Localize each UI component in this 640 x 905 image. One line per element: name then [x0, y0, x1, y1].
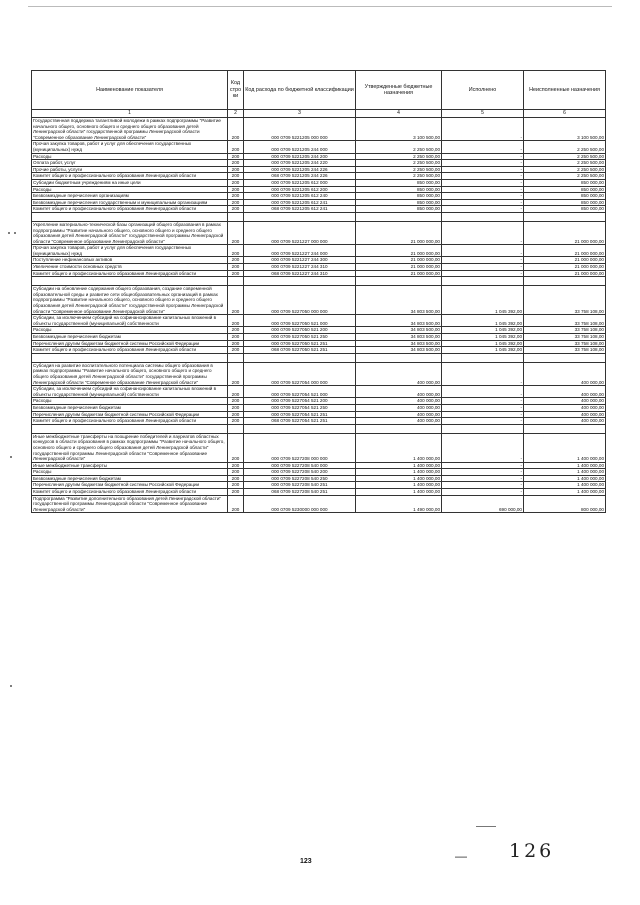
row-approved: 400 000,00 [356, 386, 442, 398]
row-line-code: 200 [228, 398, 244, 405]
row-name: Увеличение стоимости основных средств [32, 264, 228, 271]
row-approved: 850 000,00 [356, 193, 442, 200]
scan-dot [8, 232, 10, 234]
spacer-cell [228, 277, 244, 286]
row-executed: - [442, 153, 524, 160]
archive-stamp-number: 126 [509, 840, 555, 862]
row-approved: 850 000,00 [356, 186, 442, 193]
row-unexecuted: 21 000 000,00 [524, 257, 606, 264]
row-approved: 34 803 500,00 [356, 347, 442, 354]
table-row [32, 489, 606, 496]
column-number: 6 [524, 110, 606, 118]
row-line-code: 200 [228, 206, 244, 213]
row-name: Субсидии на обновление содержания общего образования, создание современной образовательной среды и развитие сети общеобразовательных организаций в рамках подпрограммы "Развитие начального общего, основного общего и среднего общего образования детей Ленинградской области" государственной программы Ленинградской области "Современное образование Ленинградской области" [32, 286, 228, 315]
table-row [32, 270, 606, 277]
table-row [32, 173, 606, 180]
page-number: 123 [300, 858, 312, 865]
column-number: 4 [356, 110, 442, 118]
row-unexecuted: 33 758 108,00 [524, 286, 606, 315]
row-executed: 1 045 392,00 [442, 327, 524, 334]
row-line-code: 200 [228, 327, 244, 334]
row-approved: 1 400 000,00 [356, 469, 442, 476]
row-approved: 21 000 000,00 [356, 245, 442, 257]
row-executed: - [442, 160, 524, 167]
row-budget-code: 000 0709 5221205 244 226 [244, 166, 356, 173]
row-name: Государственная поддержка талантливой молодежи в рамках подпрограммы "Развитие начального общего, основного общего и среднего общего образования детей Ленинградской области" государственной программы Ленинградской области "Современное образование Ленинградской области" [32, 118, 228, 141]
row-executed: - [442, 270, 524, 277]
row-unexecuted: 3 100 500,00 [524, 118, 606, 141]
header-budget-code: Код расхода по бюджетной классификации [244, 71, 356, 110]
row-name: Перечисления другим бюджетам бюджетной системы Российской Федерации [32, 411, 228, 418]
row-line-code: 200 [228, 340, 244, 347]
spacer-cell [32, 212, 228, 221]
row-budget-code: 000 0709 5221205 612 200 [244, 186, 356, 193]
row-line-code: 200 [228, 186, 244, 193]
row-unexecuted: 1 400 000,00 [524, 433, 606, 462]
row-unexecuted: 1 400 000,00 [524, 462, 606, 469]
spacer-cell [228, 424, 244, 433]
row-line-code: 200 [228, 153, 244, 160]
row-executed: - [442, 398, 524, 405]
row-line-code: 200 [228, 257, 244, 264]
row-line-code: 200 [228, 495, 244, 513]
row-approved: 21 000 000,00 [356, 264, 442, 271]
table-row [32, 404, 606, 411]
row-budget-code: 000 0709 5227054 521 250 [244, 404, 356, 411]
row-line-code: 200 [228, 386, 244, 398]
row-line-code: 200 [228, 418, 244, 425]
row-unexecuted: 1 400 000,00 [524, 475, 606, 482]
row-line-code: 200 [228, 475, 244, 482]
stamp-dash [476, 826, 496, 827]
row-line-code: 200 [228, 270, 244, 277]
row-name: Укрепление материально-технической базы организаций общего образования в рамках подпрограммы "Развитие начального общего, основного общего и среднего общего образования детей Ленинградской области" государственной программы Ленинградской области "Современное образование Ленинградской области" [32, 221, 228, 244]
row-approved: 1 400 000,00 [356, 482, 442, 489]
row-approved: 1 490 000,00 [356, 495, 442, 513]
spacer-row [32, 424, 606, 433]
row-executed: - [442, 118, 524, 141]
row-unexecuted: 400 000,00 [524, 418, 606, 425]
row-name: Безвозмездные перечисления государственным и муниципальным организациям [32, 199, 228, 206]
row-unexecuted: 2 250 500,00 [524, 153, 606, 160]
spacer-cell [442, 353, 524, 362]
row-executed: - [442, 462, 524, 469]
row-executed: - [442, 186, 524, 193]
row-budget-code: 000 0709 5230000 000 000 [244, 495, 356, 513]
row-executed: - [442, 418, 524, 425]
table-row [32, 315, 606, 327]
spacer-cell [356, 277, 442, 286]
table-row [32, 327, 606, 334]
spacer-cell [524, 353, 606, 362]
row-approved: 1 400 000,00 [356, 489, 442, 496]
row-line-code: 200 [228, 433, 244, 462]
row-line-code: 200 [228, 173, 244, 180]
row-name: Субсидия на развитие воспитательного потенциала системы общего образования в рамках подпрограммы "Развитие начального общего, основного общего и среднего общего образования детей Ленинградской области" государственной программы Ленинградской области "Современное образование Ленинградской области" [32, 362, 228, 385]
row-unexecuted: 800 000,00 [524, 495, 606, 513]
row-unexecuted: 33 758 108,00 [524, 340, 606, 347]
row-budget-code: 000 0709 5221227 244 310 [244, 264, 356, 271]
row-line-code: 200 [228, 179, 244, 186]
row-name: Поступление нефинансовых активов [32, 257, 228, 264]
spacer-cell [32, 277, 228, 286]
row-unexecuted: 400 000,00 [524, 404, 606, 411]
row-name: Комитет общего и профессионального образования Ленинградской области [32, 347, 228, 354]
row-executed: - [442, 264, 524, 271]
row-budget-code: 000 0709 5221227 244 300 [244, 257, 356, 264]
row-name: Иные межбюджетные трансферты [32, 462, 228, 469]
row-line-code: 200 [228, 404, 244, 411]
row-executed: - [442, 433, 524, 462]
table-row [32, 433, 606, 462]
scan-dot [10, 456, 12, 458]
row-executed: - [442, 173, 524, 180]
row-line-code: 200 [228, 347, 244, 354]
row-approved: 34 803 500,00 [356, 315, 442, 327]
scan-dot [14, 232, 16, 234]
table-row [32, 186, 606, 193]
column-number: 3 [244, 110, 356, 118]
row-name: Расходы [32, 398, 228, 405]
column-number: 2 [228, 110, 244, 118]
table-row [32, 245, 606, 257]
row-budget-code: 000 0709 5227050 521 251 [244, 340, 356, 347]
stamp-mark: — [455, 849, 467, 863]
row-name: Перечисления другим бюджетам бюджетной системы Российской Федерации [32, 340, 228, 347]
spacer-cell [356, 424, 442, 433]
table-row [32, 264, 606, 271]
row-unexecuted: 850 000,00 [524, 186, 606, 193]
row-unexecuted: 21 000 000,00 [524, 245, 606, 257]
spacer-row [32, 277, 606, 286]
row-budget-code: 000 0709 5221227 244 000 [244, 245, 356, 257]
spacer-row [32, 212, 606, 221]
row-unexecuted: 850 000,00 [524, 206, 606, 213]
table-row [32, 257, 606, 264]
row-unexecuted: 33 758 108,00 [524, 315, 606, 327]
row-name: Расходы [32, 153, 228, 160]
row-name: Комитет общего и профессионального образования Ленинградской области [32, 489, 228, 496]
row-name: Комитет общего и профессионального образования Ленинградской области [32, 173, 228, 180]
spacer-cell [244, 353, 356, 362]
table-row [32, 347, 606, 354]
spacer-cell [32, 424, 228, 433]
table-row [32, 469, 606, 476]
row-line-code: 200 [228, 199, 244, 206]
row-name: Прочие работы, услуги [32, 166, 228, 173]
row-budget-code: 000 0709 5227208 540 200 [244, 469, 356, 476]
row-budget-code: 000 0709 5221227 000 000 [244, 221, 356, 244]
row-unexecuted: 400 000,00 [524, 386, 606, 398]
row-line-code: 200 [228, 245, 244, 257]
table-row [32, 475, 606, 482]
row-budget-code: 000 0709 5221205 612 000 [244, 179, 356, 186]
row-line-code: 200 [228, 221, 244, 244]
table-row [32, 193, 606, 200]
table-row [32, 166, 606, 173]
row-executed: - [442, 141, 524, 153]
row-name: Подпрограмма "Развитие дополнительного образования детей Ленинградской области" государственной программы Ленинградской области "Современное образование Ленинградской области" [32, 495, 228, 513]
column-number-row [32, 110, 606, 118]
row-budget-code: 000 0709 5227054 000 000 [244, 362, 356, 385]
header-name: Наименование показателя [32, 71, 228, 110]
row-executed: - [442, 411, 524, 418]
row-executed: - [442, 166, 524, 173]
row-unexecuted: 2 250 500,00 [524, 160, 606, 167]
row-approved: 1 400 000,00 [356, 433, 442, 462]
table-row [32, 221, 606, 244]
budget-report-table [31, 70, 606, 513]
row-budget-code: 000 0709 5221205 612 241 [244, 199, 356, 206]
row-approved: 21 000 000,00 [356, 257, 442, 264]
row-budget-code: 068 0709 5227208 540 251 [244, 489, 356, 496]
row-approved: 1 400 000,00 [356, 462, 442, 469]
row-budget-code: 068 0709 5221205 612 241 [244, 206, 356, 213]
row-name: Расходы [32, 327, 228, 334]
row-line-code: 200 [228, 362, 244, 385]
row-executed: - [442, 362, 524, 385]
spacer-cell [524, 277, 606, 286]
header-executed: Исполнено [442, 71, 524, 110]
row-name: Комитет общего и профессионального образования Ленинградской области [32, 270, 228, 277]
table-row [32, 141, 606, 153]
spacer-cell [228, 353, 244, 362]
spacer-cell [442, 212, 524, 221]
row-approved: 850 000,00 [356, 179, 442, 186]
row-line-code: 200 [228, 160, 244, 167]
row-name: Субсидии, за исключением субсидий на софинансирование капитальных вложений в объекты государственной (муниципальной) собственности [32, 315, 228, 327]
row-line-code: 200 [228, 469, 244, 476]
row-unexecuted: 400 000,00 [524, 362, 606, 385]
spacer-cell [228, 212, 244, 221]
table-row [32, 398, 606, 405]
row-line-code: 200 [228, 193, 244, 200]
row-approved: 2 250 500,00 [356, 141, 442, 153]
row-approved: 850 000,00 [356, 199, 442, 206]
row-budget-code: 068 0709 5227050 521 251 [244, 347, 356, 354]
row-approved: 34 803 500,00 [356, 286, 442, 315]
column-number: 5 [442, 110, 524, 118]
row-line-code: 200 [228, 411, 244, 418]
row-line-code: 200 [228, 489, 244, 496]
row-line-code: 200 [228, 315, 244, 327]
row-approved: 2 250 500,00 [356, 173, 442, 180]
row-approved: 21 000 000,00 [356, 221, 442, 244]
row-unexecuted: 2 250 500,00 [524, 141, 606, 153]
row-unexecuted: 850 000,00 [524, 179, 606, 186]
row-unexecuted: 2 250 500,00 [524, 173, 606, 180]
row-budget-code: 000 0709 5221205 612 240 [244, 193, 356, 200]
row-unexecuted: 400 000,00 [524, 398, 606, 405]
row-line-code: 200 [228, 482, 244, 489]
row-unexecuted: 1 400 000,00 [524, 482, 606, 489]
row-line-code: 200 [228, 166, 244, 173]
spacer-cell [244, 424, 356, 433]
column-number: 1 [32, 110, 228, 118]
row-name: Безвозмездные перечисления бюджетам [32, 404, 228, 411]
table-row [32, 199, 606, 206]
row-unexecuted: 21 000 000,00 [524, 270, 606, 277]
row-approved: 850 000,00 [356, 206, 442, 213]
row-executed: - [442, 221, 524, 244]
row-budget-code: 068 0709 5221205 244 226 [244, 173, 356, 180]
row-approved: 2 250 500,00 [356, 166, 442, 173]
table-row [32, 153, 606, 160]
row-line-code: 200 [228, 462, 244, 469]
row-executed: 1 045 392,00 [442, 340, 524, 347]
row-approved: 1 400 000,00 [356, 475, 442, 482]
row-executed: 1 045 392,00 [442, 315, 524, 327]
row-budget-code: 000 0709 5221205 244 220 [244, 160, 356, 167]
table-row [32, 362, 606, 385]
scan-edge-line [28, 6, 612, 7]
row-approved: 400 000,00 [356, 362, 442, 385]
row-executed: - [442, 179, 524, 186]
row-executed: 1 045 392,00 [442, 334, 524, 341]
row-executed: 690 000,00 [442, 495, 524, 513]
row-unexecuted: 21 000 000,00 [524, 221, 606, 244]
row-budget-code: 000 0709 5227208 540 250 [244, 475, 356, 482]
row-executed: 1 045 392,00 [442, 286, 524, 315]
row-budget-code: 000 0709 5227208 000 000 [244, 433, 356, 462]
row-name: Комитет общего и профессионального образования Ленинградской области [32, 418, 228, 425]
spacer-cell [442, 424, 524, 433]
row-executed: - [442, 245, 524, 257]
spacer-cell [524, 424, 606, 433]
table-row [32, 462, 606, 469]
row-executed: - [442, 386, 524, 398]
row-executed: 1 045 392,00 [442, 347, 524, 354]
row-unexecuted: 850 000,00 [524, 199, 606, 206]
row-unexecuted: 850 000,00 [524, 193, 606, 200]
row-name: Прочая закупка товаров, работ и услуг для обеспечения государственных (муниципальных) нужд [32, 141, 228, 153]
table-row [32, 386, 606, 398]
table-row [32, 179, 606, 186]
table-row [32, 411, 606, 418]
row-approved: 400 000,00 [356, 411, 442, 418]
table-row [32, 206, 606, 213]
row-budget-code: 000 0709 5227050 521 200 [244, 327, 356, 334]
table-body [32, 118, 606, 513]
table-row [32, 160, 606, 167]
row-unexecuted: 33 758 108,00 [524, 347, 606, 354]
row-approved: 34 803 500,00 [356, 334, 442, 341]
row-budget-code: 000 0709 5227054 521 200 [244, 398, 356, 405]
row-name: Комитет общего и профессионального образования Ленинградской области [32, 206, 228, 213]
row-budget-code: 000 0709 5227054 521 251 [244, 411, 356, 418]
row-executed: - [442, 482, 524, 489]
row-approved: 400 000,00 [356, 398, 442, 405]
row-name: Иные межбюджетные трансферты на поощрение победителей и лауреатов областных конкурсов в области образования в рамках подпрограммы "Развитие начального общего, основного общего и среднего общего образования детей Ленинградской области" государственной программы Ленинградской области "Современное образование Ленинградской области" [32, 433, 228, 462]
row-executed: - [442, 199, 524, 206]
row-approved: 21 000 000,00 [356, 270, 442, 277]
table-header-row [32, 71, 606, 110]
spacer-cell [244, 277, 356, 286]
row-executed: - [442, 489, 524, 496]
header-approved: Утвержденные бюджетные назначения [356, 71, 442, 110]
table-row [32, 418, 606, 425]
row-approved: 400 000,00 [356, 404, 442, 411]
row-budget-code: 000 0709 5221205 244 000 [244, 141, 356, 153]
table-row [32, 482, 606, 489]
row-budget-code: 000 0709 5227050 000 000 [244, 286, 356, 315]
row-unexecuted: 33 758 108,00 [524, 334, 606, 341]
row-budget-code: 000 0709 5227208 540 251 [244, 482, 356, 489]
row-name: Безвозмездные перечисления бюджетам [32, 334, 228, 341]
row-budget-code: 000 0709 5227208 540 000 [244, 462, 356, 469]
row-unexecuted: 400 000,00 [524, 411, 606, 418]
row-executed: - [442, 475, 524, 482]
row-line-code: 200 [228, 334, 244, 341]
row-executed: - [442, 469, 524, 476]
row-unexecuted: 33 758 108,00 [524, 327, 606, 334]
row-name: Безвозмездные перечисления бюджетам [32, 475, 228, 482]
header-unexecuted: Неисполненные назначения [524, 71, 606, 110]
row-name: Расходы [32, 186, 228, 193]
table-row [32, 286, 606, 315]
spacer-cell [356, 353, 442, 362]
row-unexecuted: 21 000 000,00 [524, 264, 606, 271]
row-executed: - [442, 257, 524, 264]
row-name: Субсидии бюджетным учреждениям на иные цели [32, 179, 228, 186]
row-unexecuted: 1 400 000,00 [524, 489, 606, 496]
row-approved: 2 250 500,00 [356, 153, 442, 160]
row-budget-code: 000 0709 5221205 244 200 [244, 153, 356, 160]
row-unexecuted: 1 400 000,00 [524, 469, 606, 476]
budget-report-table-container [31, 70, 605, 513]
row-executed: - [442, 193, 524, 200]
row-approved: 2 250 500,00 [356, 160, 442, 167]
row-budget-code: 000 0709 5221205 000 000 [244, 118, 356, 141]
row-approved: 3 100 500,00 [356, 118, 442, 141]
row-line-code: 200 [228, 141, 244, 153]
spacer-cell [356, 212, 442, 221]
scan-dot [10, 685, 12, 687]
row-name: Оплата работ, услуг [32, 160, 228, 167]
table-row [32, 340, 606, 347]
table-row [32, 334, 606, 341]
row-budget-code: 000 0709 5227050 521 250 [244, 334, 356, 341]
row-approved: 34 803 500,00 [356, 340, 442, 347]
spacer-cell [32, 353, 228, 362]
row-budget-code: 068 0709 5221227 244 310 [244, 270, 356, 277]
row-budget-code: 068 0709 5227054 521 251 [244, 418, 356, 425]
row-unexecuted: 2 250 500,00 [524, 166, 606, 173]
spacer-row [32, 353, 606, 362]
row-budget-code: 000 0709 5227050 521 000 [244, 315, 356, 327]
row-name: Прочая закупка товаров, работ и услуг для обеспечения государственных (муниципальных) нужд [32, 245, 228, 257]
table-row [32, 495, 606, 513]
row-executed: - [442, 206, 524, 213]
row-name: Перечисления другим бюджетам бюджетной системы Российской Федерации [32, 482, 228, 489]
spacer-cell [442, 277, 524, 286]
row-approved: 400 000,00 [356, 418, 442, 425]
row-budget-code: 000 0709 5227054 521 000 [244, 386, 356, 398]
row-approved: 34 803 500,00 [356, 327, 442, 334]
row-name: Расходы [32, 469, 228, 476]
spacer-cell [244, 212, 356, 221]
row-line-code: 200 [228, 264, 244, 271]
row-line-code: 200 [228, 286, 244, 315]
row-executed: - [442, 404, 524, 411]
spacer-cell [524, 212, 606, 221]
row-name: Безвозмездные перечисления организациям [32, 193, 228, 200]
row-line-code: 200 [228, 118, 244, 141]
table-row [32, 118, 606, 141]
header-line-code: Код стро ки [228, 71, 244, 110]
row-name: Субсидии, за исключением субсидий на софинансирование капитальных вложений в объекты государственной (муниципальной) собственности [32, 386, 228, 398]
